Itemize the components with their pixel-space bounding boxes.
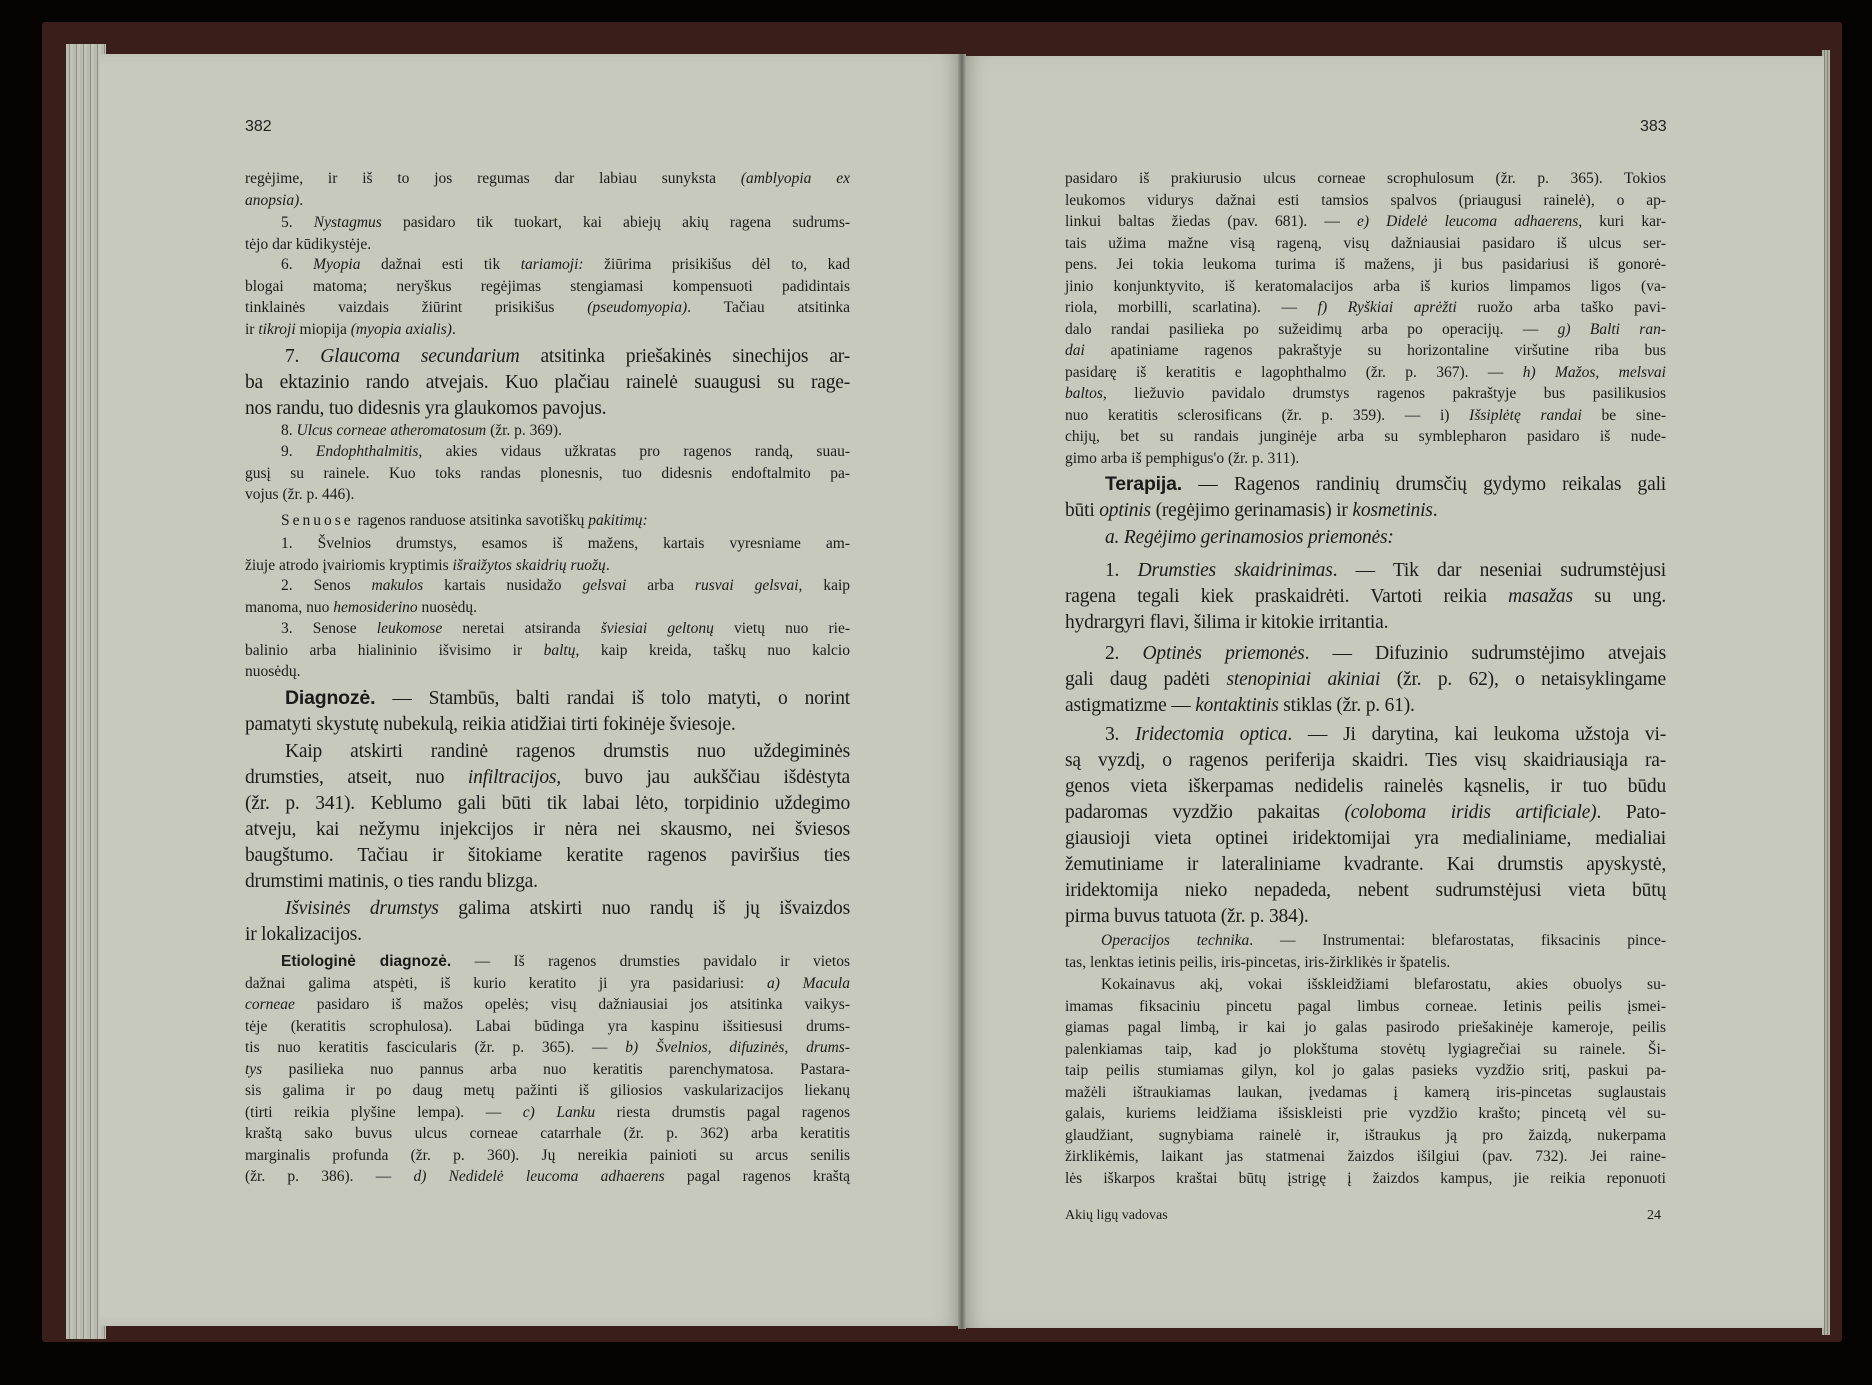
text-run: nuo keratitis sclerosificans (žr. p. 359). — i) (1065, 406, 1470, 424)
italic-text: kontaktinis (1195, 695, 1279, 716)
paragraph (245, 618, 850, 683)
italic-text: stenopiniai akiniai (1226, 669, 1381, 690)
text-line (245, 1037, 850, 1059)
text-line (1065, 254, 1666, 276)
text-line (245, 344, 850, 370)
text-run: genos vieta iškerpamas nedidelis rainelės kąsnelis, ir tuo būdu (1065, 776, 1666, 797)
text-line (245, 396, 850, 422)
italic-text: a. Regėjimo gerinamosios priemonės: (1105, 527, 1394, 548)
italic-text: d) Nedidelė leucoma adhaerens (413, 1168, 665, 1185)
text-run: . Tačiau atsitinka (687, 299, 850, 316)
paragraph (245, 212, 850, 255)
text-line (245, 254, 850, 276)
text-run: riesta drumstis pagal ragenos (595, 1103, 851, 1121)
italic-text: (myopia axialis) (350, 320, 452, 338)
text-line (1065, 190, 1666, 212)
text-run: galais, kuriems leidžiama išsiskleisti prie vyzdžio krašto; pincetą vėl su- (1065, 1105, 1666, 1122)
italic-text: Operacijos technika (1101, 932, 1250, 949)
text-run: 5. (281, 214, 314, 231)
text-line (1065, 498, 1666, 524)
text-run: (žr. p. 386). — (245, 1168, 414, 1185)
text-run: nuosėdų. (245, 663, 301, 680)
text-run: pasidaro iš prakiurusio ulcus corneae scrophulosum (žr. p. 365). Tokios (1065, 170, 1666, 187)
text-run: pasidaro tik tuokart, kai abiejų akių ragena sudrums- (381, 214, 851, 231)
text-line (245, 817, 850, 843)
text-run: (tirti reikia plyšine lempa). — (245, 1103, 523, 1121)
text-run: žiūrima prisikišus dėl to, kad (583, 256, 850, 273)
text-line (245, 685, 850, 712)
text-line (245, 843, 850, 869)
text-line (245, 190, 850, 212)
text-line (245, 869, 850, 895)
italic-text: makulos (371, 577, 424, 594)
text-line (245, 1059, 850, 1081)
text-run: , kaip (798, 577, 850, 594)
text-line (245, 922, 850, 948)
bold-heading: Terapija. (1105, 473, 1182, 495)
text-run: leukomos vidurys dažnai esti tamsios spalvos (priaugusi rainelė), o ap- (1065, 191, 1666, 209)
text-run: linkui baltas žiedas (pav. 681). — (1065, 213, 1357, 230)
text-run: pirma buvus tatuota (žr. p. 384). (1065, 906, 1309, 927)
paragraph (245, 896, 850, 948)
bold-heading: Diagnozė. (285, 687, 376, 709)
text-line (245, 319, 850, 341)
paragraph (245, 441, 850, 506)
text-run: (regėjimo gerinamasis) ir (1150, 500, 1353, 521)
bold-heading: Etiologinė diagnozė. (281, 953, 452, 970)
paragraph (245, 533, 850, 576)
text-line (245, 555, 850, 577)
italic-text: baltų (543, 641, 576, 659)
text-run: , liežuvio pavidalo drumstys ragenos pakraštyje bus pasilikusios (1102, 385, 1666, 402)
italic-text: tariamoji: (520, 256, 584, 273)
italic-text: b) Švelnios, difuzinės, drums- (625, 1039, 850, 1056)
text-line (1065, 471, 1666, 498)
text-run: taip peilis stumiamas gilyn, kol jo galas pasieks vyzdžio sritį, paskui pa- (1065, 1062, 1666, 1079)
text-line (1065, 800, 1666, 826)
text-run: su ung. (1572, 586, 1666, 607)
text-line (1065, 1125, 1666, 1147)
text-line (245, 661, 850, 683)
text-line (1065, 448, 1666, 470)
text-run: dažnai esti tik (360, 256, 521, 273)
text-run: . (605, 556, 610, 574)
text-line (1065, 774, 1666, 800)
text-line (245, 597, 850, 619)
paragraph (245, 344, 850, 422)
italic-text: išraižytos skaidrių ruožų (452, 556, 606, 574)
italic-text: Išsiplėtę randai (1469, 406, 1582, 424)
paragraph (245, 739, 850, 895)
text-run: pasilieka nuo pannus arba nuo keratitis parenchymatosa. Pastara- (262, 1060, 850, 1078)
italic-text: Endophthalmitis, (315, 443, 423, 460)
text-run: astigmatizme — (1065, 695, 1196, 716)
text-run: akies vidaus užkratas pro ragenos randą, suau- (422, 443, 850, 460)
text-run: palenkiamas taip, kad jo plokštuma stovėtų lygiagrečiai su rainele. Ši- (1065, 1040, 1666, 1058)
text-line (1065, 996, 1666, 1018)
text-run: kartais nusidažo (423, 577, 583, 594)
italic-text: gelsvai (582, 577, 627, 594)
paragraph (245, 685, 850, 738)
text-line (245, 297, 850, 319)
text-run: są vyzdį, o ragenos periferija skaidri. Ties visų skaidriausiąja ra- (1065, 750, 1666, 771)
text-run: nuosėdų. (417, 598, 478, 616)
italic-text: Nystagmus (313, 214, 382, 231)
page-number-left: 382 (245, 118, 272, 135)
text-line (1065, 1082, 1666, 1104)
text-line (245, 441, 850, 463)
text-run: stiklas (žr. p. 61). (1278, 695, 1415, 716)
text-line (1065, 319, 1666, 341)
italic-text: masažas (1508, 586, 1573, 607)
text-line (1065, 1017, 1666, 1039)
text-run: ragena tegali kiek praskaidrėti. Vartoti reikia (1065, 586, 1509, 607)
text-run: gusį su rainele. Kuo toks randas plonesnis, tuo didesnis endoftalmito pa- (245, 464, 850, 482)
text-run: ir lokalizacijos. (245, 924, 362, 945)
text-run: iridektomija nieko nepadeda, nebent sudrumstėjusi vieta būtų (1065, 880, 1666, 901)
italic-text: kosmetinis (1352, 500, 1433, 521)
text-run: 8. (281, 422, 297, 439)
text-run: be sine- (1581, 406, 1666, 424)
text-line (245, 1080, 850, 1102)
text-run: , kuri kar- (1578, 213, 1666, 230)
italic-text: corneae (245, 996, 295, 1013)
italic-text: šviesiai geltonų (600, 620, 714, 637)
text-line (245, 1102, 850, 1124)
text-line (245, 168, 850, 190)
text-run: . Pato- (1596, 802, 1667, 823)
text-run: 1. Švelnios drumstys, esamos iš mažens, kartais vyresniame am- (281, 535, 850, 552)
text-run: . (451, 320, 456, 338)
text-run: padaromas vyzdžio pakaitas (1065, 802, 1345, 823)
text-run: būti (1065, 500, 1100, 521)
text-line (1065, 276, 1666, 298)
italic-text: g) Balti ran- (1557, 320, 1666, 338)
text-run: žiuje atrodo įvairiomis kryptimis (245, 556, 453, 574)
text-line (1065, 383, 1666, 405)
text-line (1065, 930, 1666, 952)
italic-text: Myopia (313, 256, 361, 273)
text-run: . (299, 191, 304, 209)
text-run: marginalis profunda (žr. p. 360). Jų nereikia painioti su arcus senilis (245, 1146, 850, 1164)
text-line (1065, 340, 1666, 362)
text-run: . (1432, 500, 1438, 521)
text-run: . — Instrumentai: blefarostatas, fiksacinis pince- (1249, 932, 1666, 949)
text-run: 3. Senose (281, 620, 377, 637)
text-line (1065, 952, 1666, 974)
text-run: arba (626, 577, 695, 594)
paragraph (1065, 558, 1666, 636)
text-line (1065, 362, 1666, 384)
text-line (1065, 211, 1666, 233)
text-line (1065, 1060, 1666, 1082)
text-run: gimo arba iš pemphigus'o (žr. p. 311). (1065, 449, 1300, 467)
text-run: (žr. p. 369). (486, 422, 562, 439)
text-line (245, 234, 850, 256)
italic-text: baltos (1065, 385, 1103, 402)
italic-text: optinis (1099, 500, 1151, 521)
text-run: 9. (281, 443, 316, 460)
text-run: dažnai galima atspėti, iš kurio keratito ji yra pasidariusi: (245, 974, 767, 992)
text-run: tas, lenktas ietinis peilis, iris-pincetas, iris-žirklikės ir špatelis. (1065, 953, 1451, 971)
text-line (245, 712, 850, 738)
text-run: pasidaro iš mažos opelės; visų dažniausiai jos atsitinka vaikys- (294, 996, 850, 1013)
text-run: gali daug padėti (1065, 669, 1227, 690)
text-run: buvo jau aukščiau išdėstyta (560, 767, 850, 788)
text-run: lės iškarpos kraštai būtų įstrigę į žaizdos kampus, jie reikia reponuoti (1065, 1169, 1666, 1187)
text-run: . — Difuzinio sudrumstėjimo atvejais (1304, 643, 1666, 664)
text-run: drumstimi matinis, o ties randu blizga. (245, 871, 538, 892)
text-run: žirklikėmis, laikant jas statmenai žaizdos išilgiui (pav. 732). Jei raine- (1065, 1148, 1666, 1165)
text-run: — Iš ragenos drumsties pavidalo ir vietos (451, 953, 850, 970)
text-line (245, 1145, 850, 1167)
text-run: galima atskirti nuo randų iš jų išvaizdos (438, 898, 850, 919)
text-run: giausioji vieta optinei iridektomijai yra medialiniame, medialiai (1065, 828, 1666, 849)
italic-text: (pseudomyopia) (587, 299, 688, 316)
text-run: jinio konjunktyvito, iš keratomalacijos arba iš kurios limpamos ligos (va- (1065, 277, 1666, 295)
text-line (1065, 558, 1666, 584)
text-run: sis galima ir po daug metų pažinti iš giliosios vaskularizacijos liekanų (245, 1082, 850, 1099)
italic-text: h) Mažos, melsvai (1522, 363, 1666, 381)
text-run: pamatyti skystutę nubekulą, reikia atidžiai tirti fokinėje šviesoje. (245, 714, 736, 735)
italic-text: Drumsties skaidrinimas (1137, 560, 1333, 581)
text-run: 2. Senos (281, 577, 372, 594)
text-line (245, 533, 850, 555)
text-run: 7. (285, 346, 321, 367)
text-run: ragenos randuose atsitinka savotiškų (353, 512, 589, 529)
text-line (1065, 904, 1666, 930)
text-run: glaudžiant, sugnybiama rainelė ir, ištraukus ją pro žaizdą, nukerpama (1065, 1126, 1666, 1144)
text-run: vietų nuo rie- (713, 620, 850, 637)
text-run: 1. (1105, 560, 1138, 581)
text-line (1065, 1103, 1666, 1125)
text-line (245, 276, 850, 298)
text-line (245, 896, 850, 922)
paragraph (245, 951, 850, 1188)
text-run: tėje (keratitis scrophulosa). Labai būdinga yra kaspinu išsitiesusi drums- (245, 1017, 850, 1035)
text-line (1065, 297, 1666, 319)
text-run: neretai atsiranda (442, 620, 601, 637)
text-run: ba ektazinio rando atvejais. Kuo plačiau rainelė suaugusi su rage- (245, 372, 850, 393)
paragraph (1065, 525, 1666, 551)
text-run: tis nuo keratitis fascicularis (žr. p. 365). — (245, 1039, 626, 1056)
text-line (245, 575, 850, 597)
text-run: baugštumo. Tačiau ir šitokiame keratite ragenos paviršius ties (245, 845, 850, 866)
text-run: Kokainavus akį, vokai išskleidžiami blefarostatu, akies obuolys su- (1101, 976, 1666, 993)
text-run: , kaip kreida, taškų nuo kalcio (575, 641, 850, 659)
text-run: giamas pagal limbą, ir kai jo galas pasirodo priešakinėje kameroje, peilis (1065, 1019, 1666, 1036)
text-line (1065, 974, 1666, 996)
italic-text: tikroji (258, 320, 296, 338)
italic-text: f) Ryškiai aprėžti (1317, 299, 1457, 316)
italic-text: (amblyopia ex (740, 170, 851, 187)
italic-text: tys (245, 1060, 263, 1078)
text-run: pasidarę iš keratitis e lagophthalmo (žr. p. 367). — (1065, 363, 1523, 381)
text-run: hydrargyri flavi, šilima ir kitokie irritantia. (1065, 612, 1389, 633)
text-line (1065, 584, 1666, 610)
text-line (245, 463, 850, 485)
text-run: 3. (1105, 724, 1136, 745)
paragraph (1065, 471, 1666, 524)
text-line (245, 994, 850, 1016)
text-line (245, 739, 850, 765)
text-run: . — Tik dar neseniai sudrumstėjusi (1332, 560, 1666, 581)
text-run: kraštą sako buvus ulcus corneae catarrhale (žr. p. 362) arba keratitis (245, 1125, 850, 1142)
text-run: tais užima mažne visą rageną, visų dažniausiai pasidaro iš ulcus ser- (1065, 234, 1666, 252)
italic-text: anopsia) (245, 191, 300, 209)
paragraph (1065, 974, 1666, 1189)
italic-text: c) Lanku (522, 1103, 596, 1121)
text-line (1065, 722, 1666, 748)
text-line (1065, 405, 1666, 427)
paragraph (245, 168, 850, 211)
text-line (1065, 610, 1666, 636)
italic-text: infiltracijos, (467, 767, 561, 788)
text-run: . — Ji darytina, kai leukoma užstoja vi- (1287, 724, 1666, 745)
text-line (1065, 852, 1666, 878)
text-line (1065, 693, 1666, 719)
italic-text: Glaucoma secundarium (320, 346, 520, 367)
italic-text: (coloboma iridis artificiale) (1344, 802, 1597, 823)
page-number-right: 383 (1640, 118, 1667, 135)
text-line (1065, 878, 1666, 904)
text-run: tėjo dar kūdikystėje. (245, 235, 372, 253)
paragraph (245, 420, 850, 442)
italic-text: hemosiderino (333, 598, 418, 616)
text-run: nos randu, tuo didesnis yra glaukomos pavojus. (245, 398, 607, 419)
italic-text: Iridectomia optica (1135, 724, 1288, 745)
text-run: miopija (295, 320, 351, 338)
text-run: imamas fiksaciniu pincetu pagal limbus corneae. Ietinis peilis įsmei- (1065, 997, 1666, 1015)
text-run: (žr. p. 62), o netaisyklingame (1380, 669, 1666, 690)
italic-text: Ulcus corneae atheromatosum (296, 422, 487, 439)
text-run: tinklainės vaizdais žiūrint prisikišus (245, 299, 588, 316)
text-run: apatiniame ragenos pakraštyje su horizontaline viršutine riba bus (1084, 342, 1666, 359)
paragraph (245, 254, 850, 340)
text-line (245, 212, 850, 234)
text-line (1065, 233, 1666, 255)
text-line (245, 951, 850, 973)
text-run: regėjime, ir iš to jos regumas dar labiau sunyksta (245, 170, 741, 187)
text-run: 2. (1105, 643, 1143, 664)
text-line (1065, 826, 1666, 852)
text-run: balinio arba hialininio išvisimo ir (245, 641, 544, 659)
text-run: chijų, bet su randais junginėje arba su symblepharon pasidaro iš nude- (1065, 428, 1666, 445)
paragraph (245, 575, 850, 618)
italic-text: rusvai gelsvai (694, 577, 799, 594)
text-run: pagal ragenos kraštą (664, 1168, 851, 1185)
text-line (245, 640, 850, 662)
text-run: ir (245, 320, 259, 338)
footer-book-title: Akių ligų vadovas (1065, 1208, 1168, 1223)
text-line (245, 973, 850, 995)
paragraph (1065, 722, 1666, 930)
italic-text: a) Macula (766, 974, 850, 992)
text-run: atsitinka priešakinės sinechijos ar- (519, 346, 850, 367)
text-run: 6. (281, 256, 314, 273)
text-line (1065, 168, 1666, 190)
italic-text: e) Didelė leucoma adhaerens (1357, 213, 1579, 230)
text-line (245, 510, 850, 532)
text-line (245, 791, 850, 817)
text-run: žemutiniame ir lateraliniame kvadrante. Kai drumstis apyskystė, (1065, 854, 1666, 875)
text-line (245, 1016, 850, 1038)
text-run: — Stambūs, balti randai iš tolo matyti, o norint (375, 688, 850, 709)
footer-signature-mark: 24 (1647, 1208, 1661, 1223)
text-run: mažėli ištraukiamas laukan, įvedamas į kamerą iris-pincetas suglaustais (1065, 1083, 1666, 1101)
italic-text: leukomose (376, 620, 443, 637)
text-line (1065, 667, 1666, 693)
text-line (245, 1166, 850, 1188)
paragraph (245, 510, 850, 532)
italic-text: pakitimų: (588, 512, 648, 529)
text-line (1065, 1168, 1666, 1190)
text-line (1065, 1039, 1666, 1061)
text-run: blogai matoma; neryškus regėjimas stengiamasi kompensuoti padidintais (245, 277, 850, 295)
text-run: vojus (žr. p. 446). (245, 486, 355, 503)
book-gutter (958, 54, 966, 1329)
text-line (1065, 1146, 1666, 1168)
text-run: drumsties, atseit, nuo (245, 767, 468, 788)
text-line (245, 1123, 850, 1145)
text-run: atveju, kai nežymu injekcijos ir nėra nei skausmo, nei šviesos (245, 819, 850, 840)
text-line (245, 370, 850, 396)
paragraph (1065, 930, 1666, 973)
text-line (1065, 641, 1666, 667)
text-run: pens. Jei tokia leukoma turima iš mažens, ji bus pasidariusi iš gonorė- (1065, 256, 1666, 273)
text-run: manoma, nuo (245, 598, 334, 616)
text-run: dalo randai pasilieka po sužeidimų arba po operacijų. — (1065, 320, 1558, 338)
italic-text: Išvisinės drumstys (285, 898, 439, 919)
spaced-text: Senuose (281, 512, 354, 529)
text-line (1065, 426, 1666, 448)
text-line (245, 618, 850, 640)
italic-text: dai (1065, 342, 1085, 359)
text-line (1065, 525, 1666, 551)
text-run: — Ragenos randinių drumsčių gydymo reikalas gali (1181, 474, 1666, 495)
text-line (245, 765, 850, 791)
text-run: riola, morbilli, scarlatina). — (1065, 299, 1318, 316)
text-run: ruožo arba taško pavi- (1456, 299, 1667, 316)
text-line (245, 484, 850, 506)
paragraph (1065, 168, 1666, 469)
text-line (1065, 748, 1666, 774)
text-run: (žr. p. 341). Keblumo gali būti tik labai lėto, torpidinio uždegimo (245, 793, 850, 814)
paragraph (1065, 641, 1666, 719)
italic-text: Optinės priemonės (1142, 643, 1305, 664)
text-run: Kaip atskirti randinė ragenos drumstis nuo uždegiminės (285, 741, 850, 762)
text-line (245, 420, 850, 442)
